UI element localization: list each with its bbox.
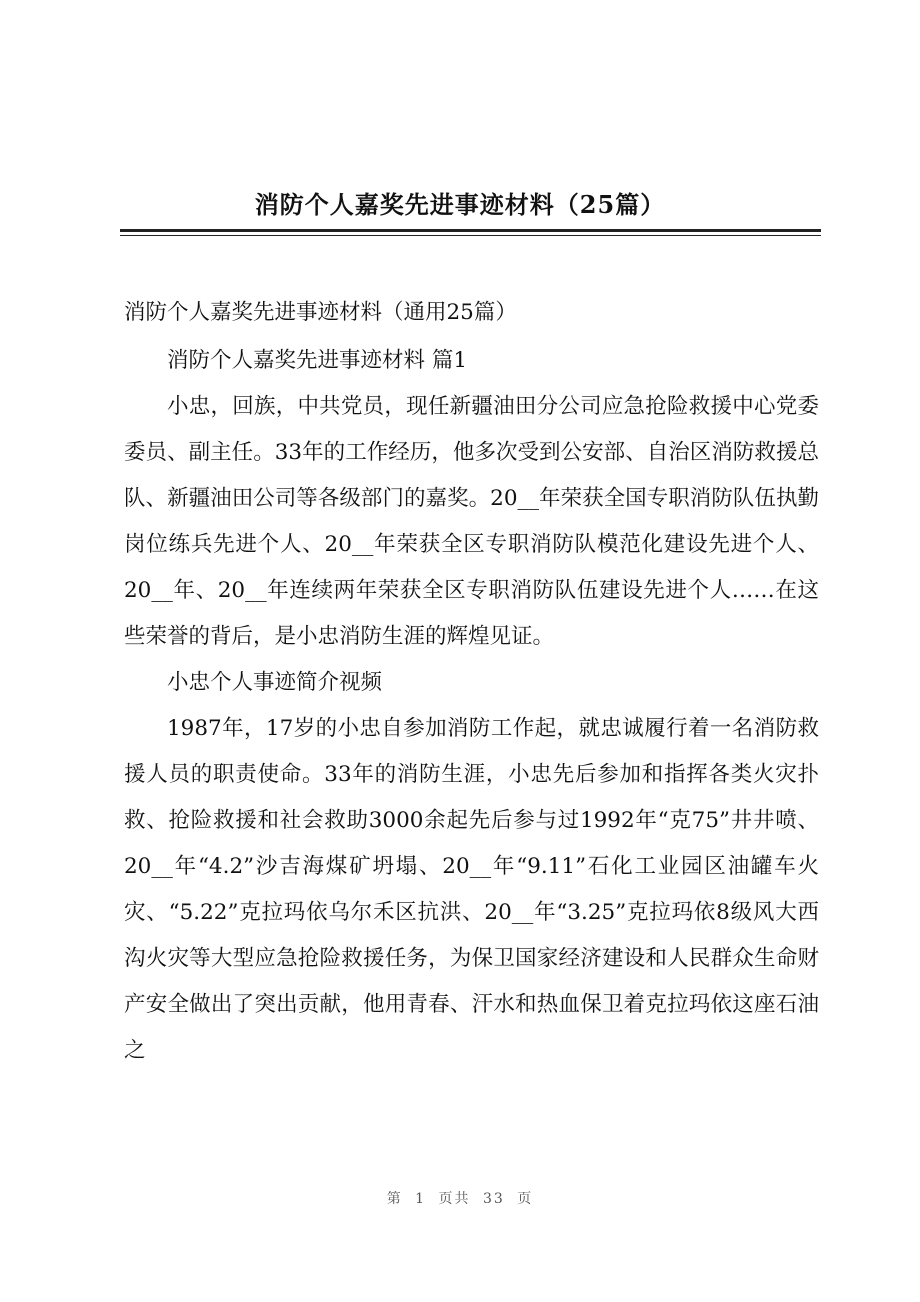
video-caption: 小忠个人事迹简介视频 xyxy=(167,670,383,695)
title-divider-thin xyxy=(120,235,821,236)
document-body xyxy=(124,290,819,1074)
document-title: 消防个人嘉奖先进事迹材料（25篇） xyxy=(254,190,666,219)
body-paragraph: 小忠，回族，中共党员，现任新疆油田分公司应急抢险救援中心党委委员、副主任。33年的工作经历，他多次受到公安部、自治区消防救援总队、新疆油田公司等各级部门的嘉奖。20__年荣获全国专职消防队伍执勤岗位练兵先进个人、20__年荣获全区专职消防队模范化建设先进个人、20__年、20__年连续两年荣获全区专职消防队伍建设先进个人……在这些荣誉的背后，是小忠消防生涯的辉煌见证。 xyxy=(124,394,819,649)
body-paragraph: 1987年，17岁的小忠自参加消防工作起，就忠诚履行着一名消防救援人员的职责使命。33年的消防生涯，小忠先后参加和指挥各类火灾扑救、抢险救援和社会救助3000余起先后参与过1992年“克75”井井喷、20__年“4.2”沙吉海煤矿坍塌、20__年“9.11”石化工业园区油罐车火灾、“5.22”克拉玛依乌尔禾区抗洪、20__年“3.25”克拉玛依8级风大西沟火灾等大型应急抢险救援任务，为保卫国家经济建设和人民群众生命财产安全做出了突出贡献，他用青春、汗水和热血保卫着克拉玛依这座石油之 xyxy=(124,716,819,1063)
section-heading: 消防个人嘉奖先进事迹材料 篇1 xyxy=(167,348,468,373)
title-divider-thick xyxy=(120,229,821,232)
page-footer: 第 1 页共 33 页 xyxy=(386,1191,534,1207)
document-subtitle: 消防个人嘉奖先进事迹材料（通用25篇） xyxy=(124,300,517,325)
